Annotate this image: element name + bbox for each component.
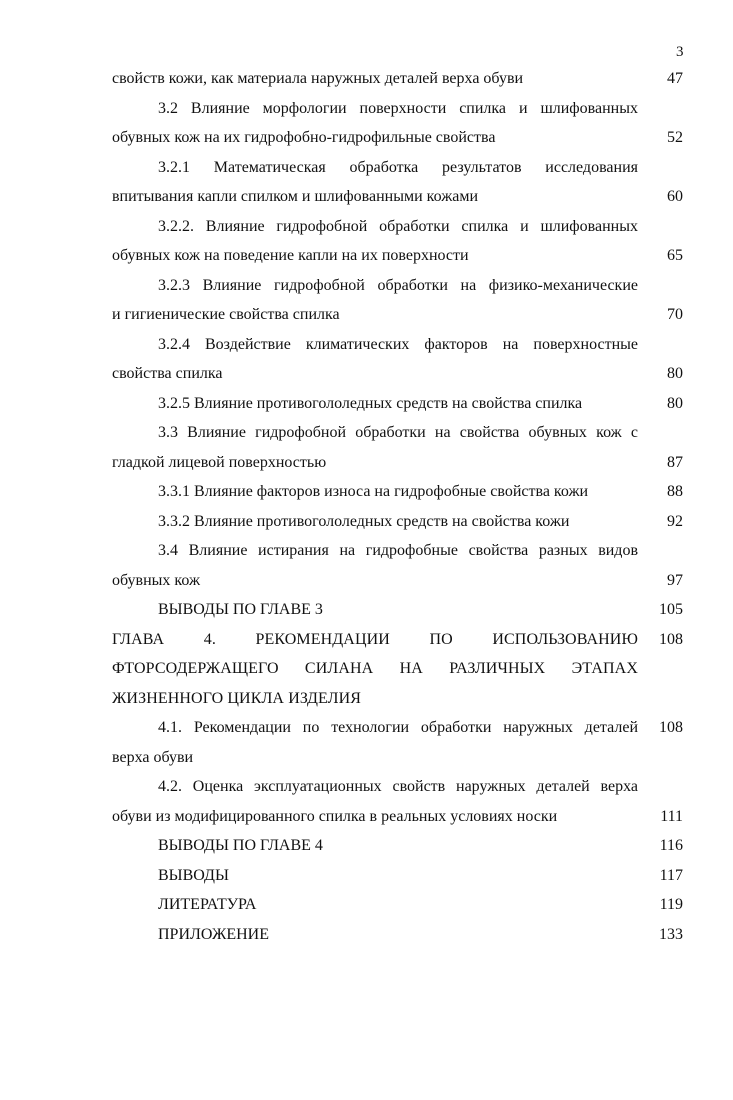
toc-line bbox=[0, 802, 733, 832]
toc-entry-3-4 bbox=[0, 536, 733, 595]
toc-line bbox=[0, 831, 733, 861]
toc-line bbox=[0, 536, 733, 566]
toc-entry-3-3-1 bbox=[0, 477, 733, 507]
toc-page-number: 60 bbox=[667, 188, 683, 205]
toc-entry-text: ЖИЗНЕННОГО ЦИКЛА ИЗДЕЛИЯ bbox=[112, 689, 362, 707]
toc-line bbox=[0, 359, 733, 389]
toc-page-number: 52 bbox=[667, 129, 683, 146]
toc-entry-3-2-5 bbox=[0, 389, 733, 419]
toc-line bbox=[0, 566, 733, 596]
toc-entry-text: ВЫВОДЫ ПО ГЛАВЕ 3 bbox=[158, 601, 323, 618]
toc-entry-3-3 bbox=[0, 418, 733, 477]
toc-entry-text: 4.1. Рекомендации по технологии обработки наружных деталей bbox=[158, 719, 638, 736]
toc-entry-concl-3 bbox=[0, 595, 733, 625]
toc-entry-concl-4 bbox=[0, 831, 733, 861]
toc-page-number: 80 bbox=[667, 394, 683, 412]
toc-line bbox=[0, 654, 733, 684]
toc-line bbox=[0, 861, 733, 891]
toc-line bbox=[0, 271, 733, 301]
toc-line bbox=[0, 241, 733, 271]
toc-line bbox=[0, 890, 733, 920]
toc-page-number: 133 bbox=[659, 925, 683, 943]
toc-line bbox=[0, 389, 733, 419]
toc-entry-text: свойства спилка bbox=[112, 365, 223, 382]
toc-page-number: 97 bbox=[667, 571, 683, 589]
toc-page-number: 105 bbox=[659, 601, 683, 618]
toc-entry-ch-4 bbox=[0, 625, 733, 714]
toc-entry-appendix bbox=[0, 920, 733, 950]
toc-page-number: 108 bbox=[659, 630, 683, 648]
toc-line bbox=[0, 920, 733, 950]
toc-entry-3-2-3 bbox=[0, 271, 733, 330]
toc-entry-literature bbox=[0, 890, 733, 920]
toc-entry-text: ФТОРСОДЕРЖАЩЕГО СИЛАНА НА РАЗЛИЧНЫХ ЭТАПАХ bbox=[112, 660, 638, 677]
toc-page-number: 88 bbox=[667, 483, 683, 500]
toc-line bbox=[0, 743, 733, 773]
toc-page-number: 108 bbox=[659, 719, 683, 736]
toc-line bbox=[0, 94, 733, 124]
toc-entry-3-2 bbox=[0, 94, 733, 153]
toc-entry-cont bbox=[0, 64, 733, 94]
toc-page-number: 70 bbox=[667, 306, 683, 323]
toc-entry-text: ВЫВОДЫ ПО ГЛАВЕ 4 bbox=[158, 837, 323, 854]
toc-line bbox=[0, 64, 733, 94]
toc-line bbox=[0, 123, 733, 153]
toc-entry-text: гладкой лицевой поверхностью bbox=[112, 453, 327, 471]
toc-entry-text: обувных кож bbox=[112, 571, 201, 589]
toc-line bbox=[0, 713, 733, 743]
toc-entry-text: обувных кож на поведение капли на их поверхности bbox=[112, 247, 469, 264]
toc-page-number: 92 bbox=[667, 512, 683, 530]
toc-entry-conclusions bbox=[0, 861, 733, 891]
toc-entry-text: 3.4 Влияние истирания на гидрофобные свойства разных видов bbox=[158, 542, 638, 559]
toc-page-number: 111 bbox=[660, 807, 683, 825]
toc-entry-3-2-2 bbox=[0, 212, 733, 271]
toc-line bbox=[0, 684, 733, 714]
toc-page-number: 80 bbox=[667, 365, 683, 382]
toc-page-number: 119 bbox=[659, 896, 683, 913]
toc-entry-text: ВЫВОДЫ bbox=[158, 866, 229, 884]
toc-line bbox=[0, 300, 733, 330]
toc-page-number: 87 bbox=[667, 453, 683, 471]
table-of-contents bbox=[0, 64, 733, 949]
toc-entry-text: 3.2.5 Влияние противогололедных средств на свойства спилка bbox=[158, 394, 583, 412]
toc-line bbox=[0, 153, 733, 183]
toc-entry-text: 3.2.1 Математическая обработка результатов исследования bbox=[158, 158, 638, 176]
toc-entry-text: 3.2.4 Воздействие климатических факторов на поверхностные bbox=[158, 335, 638, 353]
toc-line bbox=[0, 772, 733, 802]
toc-line bbox=[0, 595, 733, 625]
toc-line bbox=[0, 212, 733, 242]
toc-line bbox=[0, 418, 733, 448]
toc-entry-text: 4.2. Оценка эксплуатационных свойств наружных деталей верха bbox=[158, 778, 638, 795]
toc-entry-text: обуви из модифицированного спилка в реальных условиях носки bbox=[112, 807, 558, 825]
toc-entry-text: и гигиенические свойства спилка bbox=[112, 306, 340, 323]
toc-line bbox=[0, 330, 733, 360]
toc-entry-text: 3.3 Влияние гидрофобной обработки на свойства обувных кож с bbox=[158, 424, 638, 441]
toc-entry-text: верха обуви bbox=[112, 748, 194, 766]
page-number: 3 bbox=[676, 44, 684, 60]
toc-entry-3-2-1 bbox=[0, 153, 733, 212]
toc-entry-text: ПРИЛОЖЕНИЕ bbox=[158, 925, 270, 943]
toc-page-number: 65 bbox=[667, 247, 683, 264]
toc-entry-text: 3.3.1 Влияние факторов износа на гидрофобные свойства кожи bbox=[158, 483, 589, 500]
toc-entry-4-2 bbox=[0, 772, 733, 831]
toc-line bbox=[0, 448, 733, 478]
toc-entry-text: 3.2.2. Влияние гидрофобной обработки спилка и шлифованных bbox=[158, 217, 638, 235]
toc-entry-text: ЛИТЕРАТУРА bbox=[158, 896, 257, 913]
toc-page-number: 116 bbox=[659, 837, 683, 854]
toc-line bbox=[0, 625, 733, 655]
toc-page-number: 117 bbox=[659, 866, 683, 884]
toc-entry-4-1 bbox=[0, 713, 733, 772]
toc-entry-3-3-2 bbox=[0, 507, 733, 537]
toc-line bbox=[0, 182, 733, 212]
toc-entry-text: 3.3.2 Влияние противогололедных средств на свойства кожи bbox=[158, 512, 570, 530]
toc-page-number: 47 bbox=[667, 70, 683, 87]
toc-entry-text: обувных кож на их гидрофобно-гидрофильные свойства bbox=[112, 129, 496, 146]
toc-entry-text: свойств кожи, как материала наружных деталей верха обуви bbox=[112, 70, 524, 87]
toc-line bbox=[0, 507, 733, 537]
toc-line bbox=[0, 477, 733, 507]
toc-entry-text: впитывания капли спилком и шлифованными кожами bbox=[112, 188, 479, 205]
toc-entry-text: 3.2.3 Влияние гидрофобной обработки на физико-механические bbox=[158, 276, 638, 294]
toc-entry-3-2-4 bbox=[0, 330, 733, 389]
toc-entry-text: ГЛАВА 4. РЕКОМЕНДАЦИИ ПО ИСПОЛЬЗОВАНИЮ bbox=[112, 630, 638, 648]
toc-entry-text: 3.2 Влияние морфологии поверхности спилка и шлифованных bbox=[158, 99, 638, 117]
